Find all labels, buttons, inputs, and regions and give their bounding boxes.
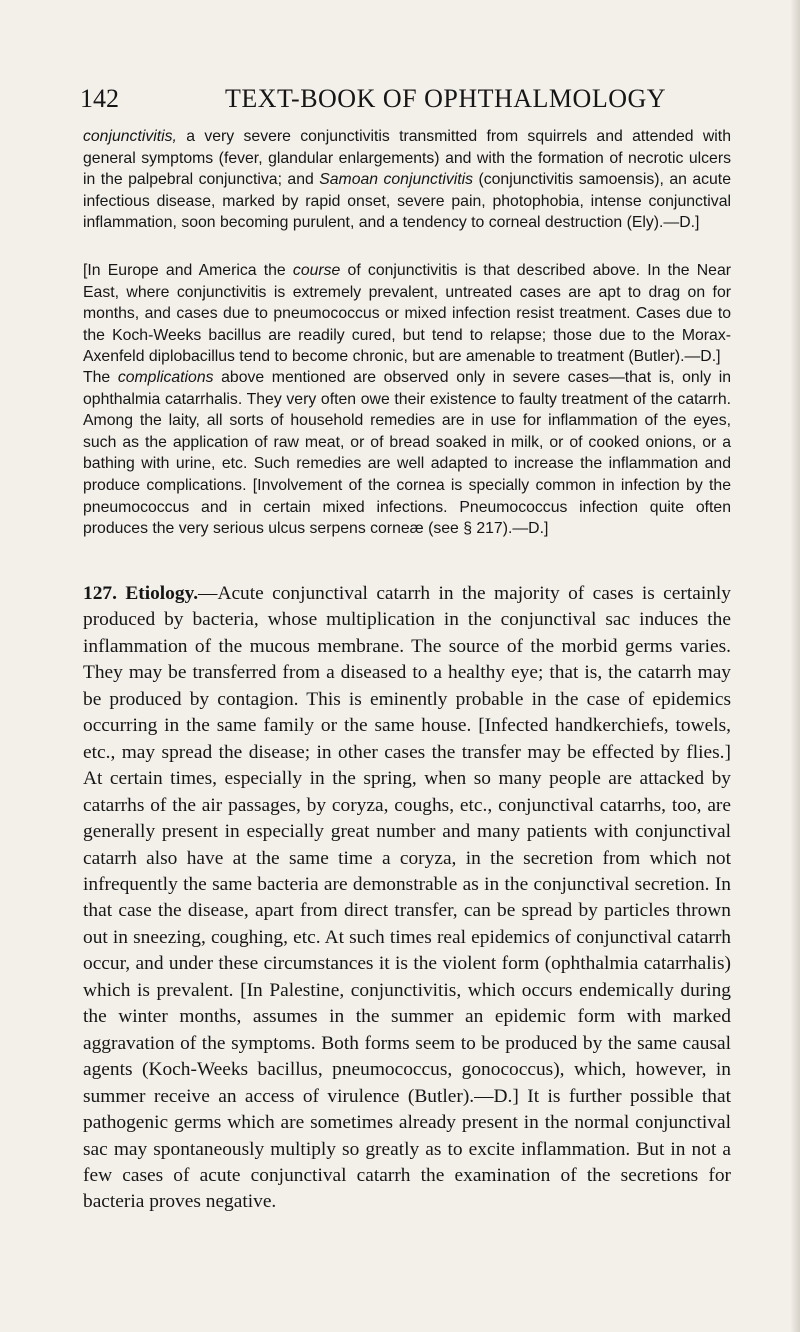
italic-term: conjunctivitis,	[83, 128, 177, 145]
paragraph-complications	[83, 367, 731, 540]
paragraph-course	[83, 260, 731, 368]
section-number: 127.	[83, 583, 117, 604]
paragraph-segment: [In Europe and America the	[83, 262, 293, 279]
italic-term: complications	[117, 369, 214, 386]
section-body: —Acute conjunctival catarrh in the majority of cases is certainly produced by bacteria, whose multiplication in the conjunctival sac induces the inflammation of the mucous membrane. The source of the morbid germs varies. They may be transferred from a diseased to a healthy eye; that is, the catarrh may be produced by contagion. This is eminently probable in the case of epidemics occurring in the same family or the same house. [Infected handkerchiefs, towels, etc., may spread the disease; in other cases the transfer may be effected by flies.] At certain times, especially in the spring, when so many people are attacked by catarrhs of the air passages, by coryza, coughs, etc., conjunctival catarrhs, too, are generally present in especially great number and many patients with conjunctival catarrh also have at the same time a coryza, in the secretion from which not infrequently the same bacteria are demonstrable as in the conjunctival secretion. In that case the disease, apart from direct transfer, can be spread by particles thrown out in sneezing, coughing, etc. At such times real epidemics of conjunctival catarrh occur, and under these circumstances it is the violent form (ophthalmia catarrhalis) which is prevalent. [In Palestine, conjunctivitis, which occurs endemically during the winter months, assumes in the summer an epidemic form with marked aggravation of the symptoms. Both forms seem to be produced by the same causal agents (Koch-Weeks bacillus, pneumococcus, gonococcus), which, however, in summer receive an access of virulence (Butler).—D.] It is further possible that pathogenic germs which are sometimes already present in the normal conjunctival sac may spontaneously multiply so greatly as to excite inflammation. But in not a few cases of acute conjunctival catarrh the examination of the secretions for bacteria proves negative.	[83, 583, 731, 1213]
paragraph-text	[83, 367, 731, 540]
paragraph-segment: above mentioned are observed only in severe cases—that is, only in ophthalmia catarrhalis. They very often owe their existence to faulty treatment of the catarrh. Among the laity, all sorts of household remedies are in use for inflammation of the eyes, such as the application of raw meat, or of bread soaked in milk, or of cooked onions, or a bathing with urine, etc. Such remedies are well adapted to increase the inflammation and produce complications. [Involvement of the cornea is specially common in infection by the pneumococcus and in certain mixed infections. Pneumococcus infection quite often produces the very serious ulcus serpens corneæ (see § 217).—D.]	[83, 369, 731, 538]
page-number: 142	[80, 84, 119, 113]
section-heading: Etiology.	[125, 583, 199, 604]
paragraph-conjunctivitis-types	[83, 126, 731, 234]
running-title: TEXT-BOOK OF OPHTHALMOLOGY	[225, 84, 667, 113]
paragraph-segment: a very severe conjunctivitis transmitted from squirrels and attended with general symptoms (fever, glandular enlargements) and with the formation of necrotic ulcers in the palpebral conjunctiva; and	[83, 128, 731, 189]
paragraph-segment: The	[83, 369, 118, 386]
paragraph-text	[83, 581, 731, 1216]
paragraph-segment: of conjunctivitis is that described above. In the Near East, where conjunctivitis is extremely prevalent, untreated cases are apt to drag on for months, and cases due to pneumococcus or mixed infection resist treatment. Cases due to the Koch-Weeks bacillus are readily cured, but tend to relapse; those due to the Morax-Axenfeld diplobacillus tend to become chronic, but are amenable to treatment (Butler).—D.]	[83, 262, 731, 366]
paragraph-segment: (conjunctivitis samoensis), an acute infectious disease, marked by rapid onset, severe pain, photophobia, intense conjunctival inflammation, soon becoming purulent, and a tendency to corneal destruction (Ely).—D.]	[83, 171, 731, 232]
paragraph-text	[83, 260, 731, 368]
italic-term: course	[292, 262, 341, 279]
page-header	[80, 83, 730, 115]
section-etiology	[83, 581, 731, 1216]
paragraph-text	[83, 126, 731, 234]
page-edge-shadow	[790, 0, 800, 1332]
italic-term: Samoan conjunctivitis	[319, 171, 474, 189]
